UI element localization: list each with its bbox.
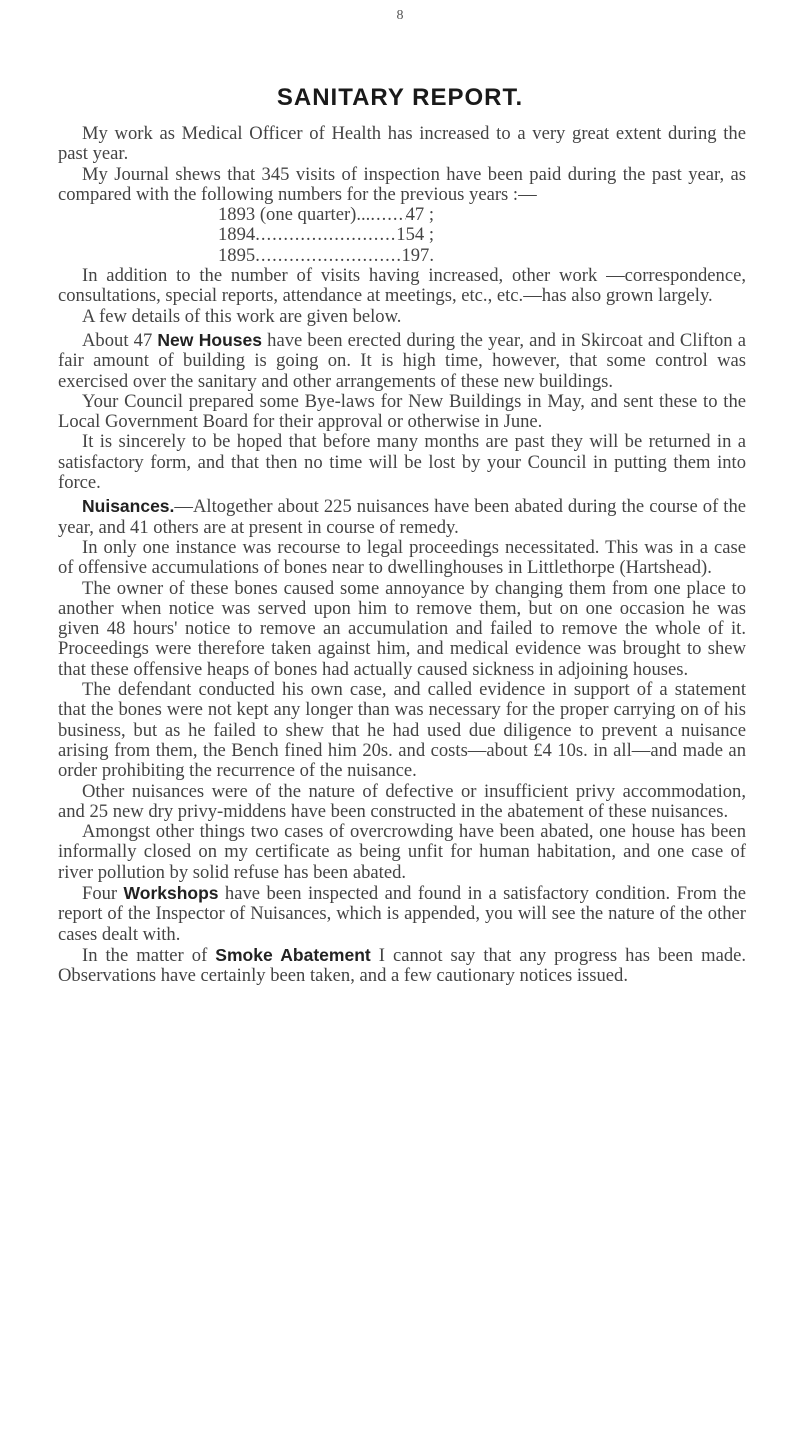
hope-paragraph: It is sincerely to be hoped that before many months are past they will be returned in a satisfactory form, and that then no time will be lost by your Council in putting them into force. — [58, 431, 746, 494]
report-body — [58, 124, 746, 986]
leader-dots — [255, 225, 396, 245]
leader-dots — [255, 246, 401, 266]
nuisances-paragraph — [58, 496, 746, 538]
page-title: SANITARY REPORT. — [276, 84, 524, 111]
page-number: 8 — [396, 8, 404, 23]
smoke-heading: Smoke Abatement — [215, 944, 371, 965]
bye-laws-paragraph: Your Council prepared some Bye-laws for New Buildings in May, and sent these to the Local Government Board for their approval or otherwise in June. — [58, 390, 746, 433]
workshops-paragraph — [58, 883, 746, 945]
visits-list — [218, 205, 746, 266]
visits-year: 1894 — [218, 225, 256, 246]
visits-count: 47 ; — [405, 205, 434, 226]
intro-paragraph: My work as Medical Officer of Health has increased to a very great extent during the past year. — [58, 123, 746, 165]
legal-proceedings-paragraph: In only one instance was recourse to legal proceedings necessitated. This was in a case of offensive accumulations of bones near to dwellinghouses in Littlethorpe (Hartshead). — [58, 536, 746, 579]
nuisances-text: —Altogether about 225 nuisances have been abated during the course of the year, and 41 others are at present in course of remedy. — [58, 496, 746, 538]
visits-row — [218, 225, 434, 245]
journal-paragraph: My Journal shews that 345 visits of inspection have been paid during the past year, as compared with the following numbers for the previous years :— — [58, 163, 746, 205]
visits-year: 1895 — [218, 245, 256, 266]
owner-paragraph: The owner of these bones caused some annoyance by changing them from one place to another when notice was served upon him to remove them, but on one occasion he was given 48 hours' notice to remove an accumulation and failed to remove the whole of it. Proceedings were therefore taken against him, and medical evidence was brought to shew that these offensive heaps of bones had actually caused sickness in adjoining houses. — [58, 577, 746, 680]
other-nuisances-paragraph: Other nuisances were of the nature of defective or insufficient privy accommodation, and 25 new dry privy-middens have been constructed in the abatement of these nuisances. — [58, 780, 746, 822]
defendant-paragraph: The defendant conducted his own case, and called evidence in support of a statement that the bones were not kept any longer than was necessary for the proper carrying on of his business, but as he failed to shew that he had used due diligence to prevent a nuisance arising from them, the Bench fined him 20s. and costs—about £4 10s. in all—and made an order prohibiting the recurrence of the nuisance. — [58, 679, 746, 782]
smoke-text: I cannot say that any progress has been made. Observations have certainly been taken, and a few cautionary notices issued. — [58, 944, 747, 987]
new-houses-lead: About 47 — [82, 329, 158, 351]
visits-year: 1893 (one quarter)... — [218, 205, 371, 226]
overcrowding-paragraph: Amongst other things two cases of overcrowding have been abated, one house has been informally closed on my certificate as being unfit for human habitation, and one case of river pollution by solid refuse has been abated. — [58, 821, 746, 883]
visits-row — [218, 205, 434, 225]
smoke-paragraph — [58, 945, 746, 987]
new-houses-text: have been erected during the year, and in Skircoat and Clifton a fair amount of building is going on. It is high time, however, that some control was exercised over the sanitary and other arrangements of these new buildings. — [58, 329, 746, 392]
details-paragraph: A few details of this work are given below. — [82, 305, 402, 327]
other-work-paragraph: In addition to the number of visits having increased, other work —correspondence, consultations, special reports, attendance at meetings, etc., etc.—has also grown largely. — [58, 265, 746, 307]
visits-row — [218, 246, 434, 266]
visits-count: 154 ; — [396, 225, 434, 246]
smoke-lead: In the matter of — [82, 944, 216, 966]
workshops-text: have been inspected and found in a satisfactory condition. From the report of the Inspector of Nuisances, which is appended, you will see the nature of the other cases dealt with. — [58, 882, 746, 945]
visits-count: 197. — [401, 245, 434, 266]
nuisances-heading: Nuisances. — [82, 496, 175, 517]
new-houses-paragraph — [58, 330, 746, 392]
workshops-heading: Workshops — [123, 882, 219, 903]
new-houses-heading: New Houses — [157, 329, 262, 350]
workshops-lead: Four — [82, 882, 124, 904]
leader-dots — [370, 205, 405, 225]
